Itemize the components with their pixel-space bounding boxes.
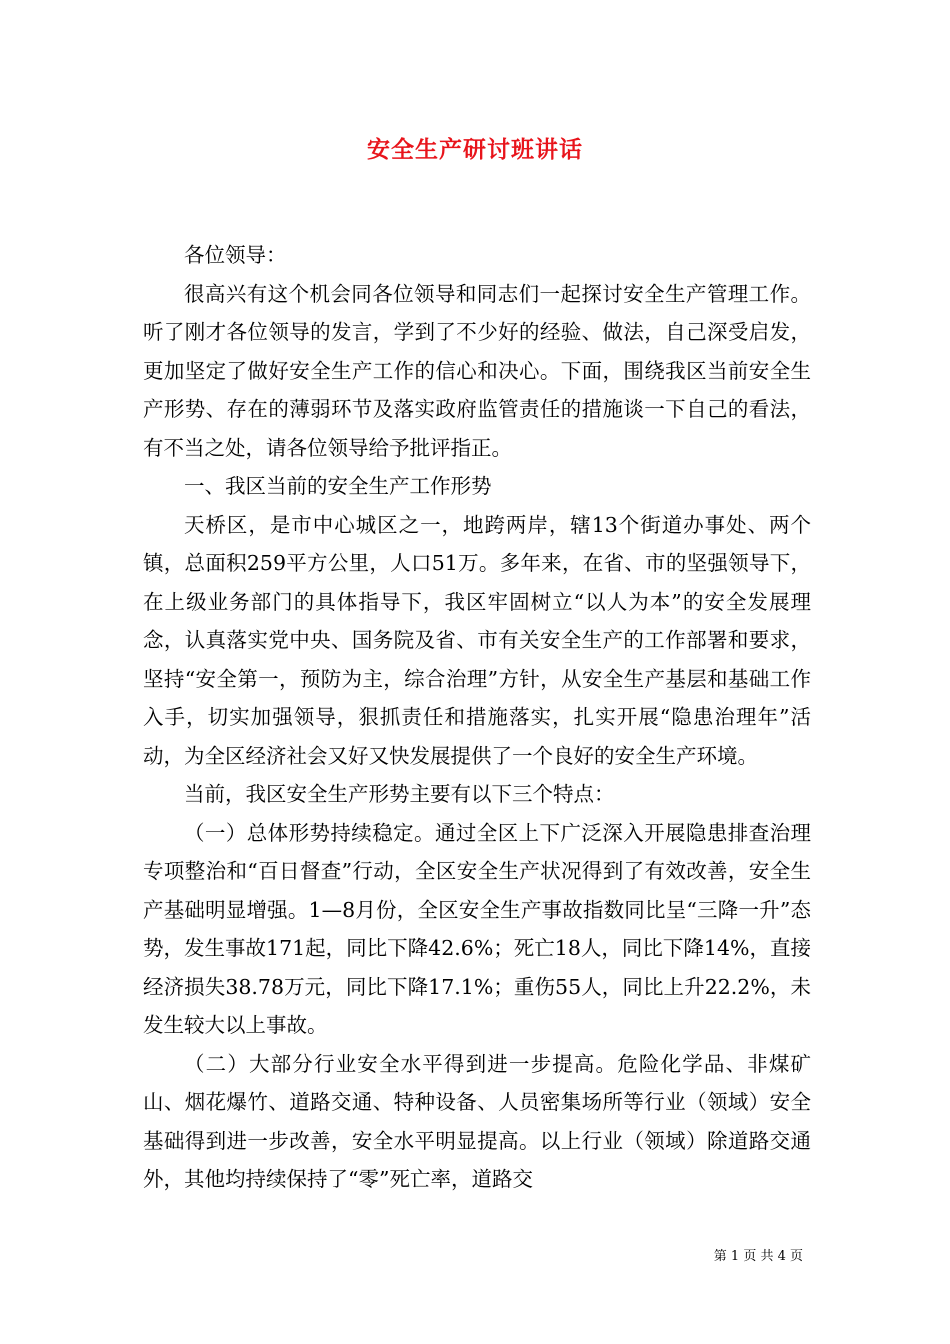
paragraph-feature-2: （二）大部分行业安全水平得到进一步提高。危险化学品、非煤矿山、烟花爆竹、道路交通、特种设备、人员密集场所等行业（领域）安全基础得到进一步改善，安全水平明显提高。以上行业（领域）除道路交通外，其他均持续保持了“零”死亡率，道路交 bbox=[143, 1051, 811, 1191]
salutation: 各位领导： bbox=[184, 243, 287, 267]
section-heading: 一、我区当前的安全生产工作形势 bbox=[184, 474, 492, 498]
paragraph-features-intro: 当前，我区安全生产形势主要有以下三个特点： bbox=[184, 782, 615, 806]
document-title: 安全生产研讨班讲话 bbox=[367, 136, 583, 163]
paragraph-district-overview: 天桥区，是市中心城区之一，地跨两岸，辖13个街道办事处、两个镇，总面积259平方公里，人口51万。多年来，在省、市的坚强领导下，在上级业务部门的具体指导下，我区牢固树立“以人为本”的安全发展理念，认真落实党中央、国务院及省、市有关安全生产的工作部署和要求，坚持“安全第一，预防为主，综合治理”方针，从安全生产基层和基础工作入手，切实加强领导，狠抓责任和措施落实，扎实开展“隐患治理年”活动，为全区经济社会又好又快发展提供了一个良好的安全生产环境。 bbox=[143, 512, 811, 768]
page-footer: 第 1 页 共 4 页 bbox=[713, 1249, 803, 1264]
document-body bbox=[143, 236, 811, 1199]
paragraph-intro: 很高兴有这个机会同各位领导和同志们一起探讨安全生产管理工作。听了刚才各位领导的发言，学到了不少好的经验、做法，自己深受启发，更加坚定了做好安全生产工作的信心和决心。下面，围绕我区当前安全生产形势、存在的薄弱环节及落实政府监管责任的措施谈一下自己的看法，有不当之处，请各位领导给予批评指正。 bbox=[143, 281, 811, 460]
paragraph-feature-1: （一）总体形势持续稳定。通过全区上下广泛深入开展隐患排查治理专项整治和“百日督查”行动，全区安全生产状况得到了有效改善，安全生产基础明显增强。1—8月份，全区安全生产事故指数同比呈“三降一升”态势，发生事故171起，同比下降42.6%；死亡18人，同比下降14%，直接经济损失38.78万元，同比下降17.1%；重伤55人，同比上升22.2%，未发生较大以上事故。 bbox=[143, 820, 811, 1037]
